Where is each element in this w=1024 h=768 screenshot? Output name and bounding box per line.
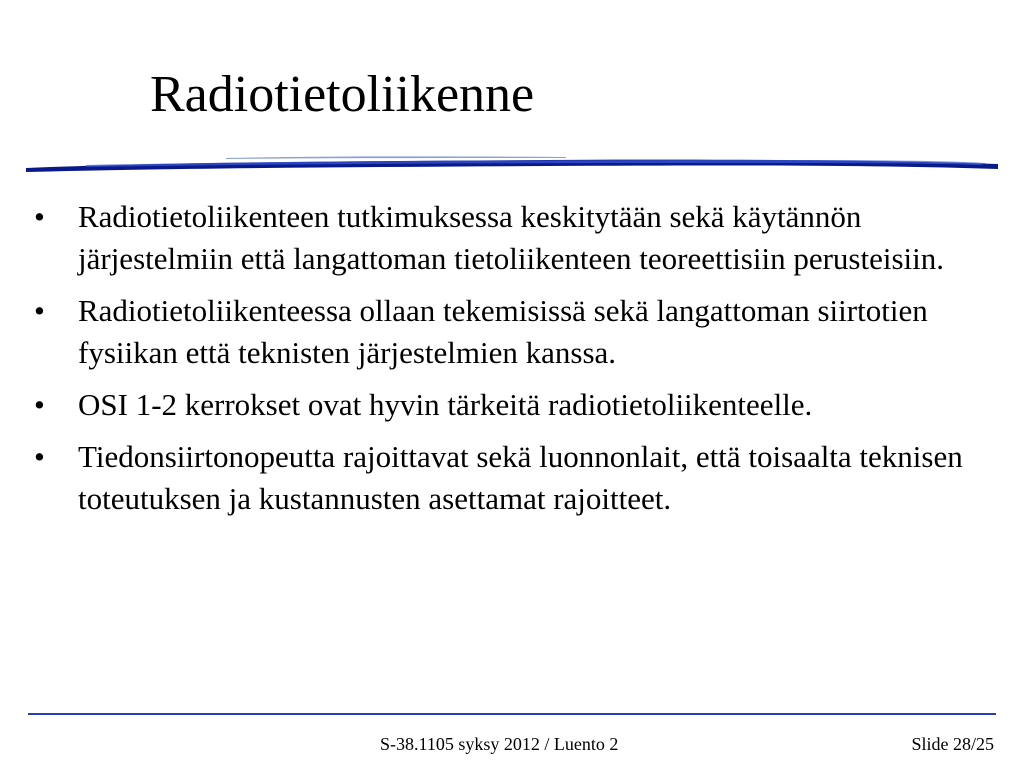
title-divider-brush	[26, 152, 998, 178]
bullet-item	[30, 196, 990, 280]
bullet-dot-icon: •	[34, 439, 45, 474]
bullet-item	[30, 436, 990, 520]
bullet-text: Tiedonsiirtonopeutta rajoittavat sekä luonnonlait, että toisaalta teknisen toteutuksen ja kustannusten asettamat rajoitteet.	[78, 439, 963, 516]
bullet-dot-icon: •	[34, 293, 45, 328]
bullet-list	[30, 196, 990, 530]
title-divider-stroke-wisp	[226, 156, 566, 159]
bullet-text: Radiotietoliikenteessa ollaan tekemisissä sekä langattoman siirtotien fysiikan että teknisten järjestelmien kanssa.	[78, 293, 928, 370]
footer-divider	[28, 713, 996, 715]
bullet-item	[30, 290, 990, 374]
footer-course-label: S-38.1105 syksy 2012 / Luento 2	[380, 734, 619, 754]
bullet-dot-icon: •	[34, 199, 45, 234]
bullet-dot-icon: •	[34, 387, 45, 422]
bullet-item	[30, 384, 990, 426]
bullet-text: Radiotietoliikenteen tutkimuksessa keskitytään sekä käytännön järjestelmiin että langattoman tietoliikenteen teoreettisiin perusteisiin.	[78, 199, 945, 276]
slide-number: Slide 28/25	[911, 734, 994, 754]
bullet-text: OSI 1-2 kerrokset ovat hyvin tärkeitä radiotietoliikenteelle.	[78, 387, 813, 422]
slide-title: Radiotietoliikenne	[150, 66, 535, 123]
